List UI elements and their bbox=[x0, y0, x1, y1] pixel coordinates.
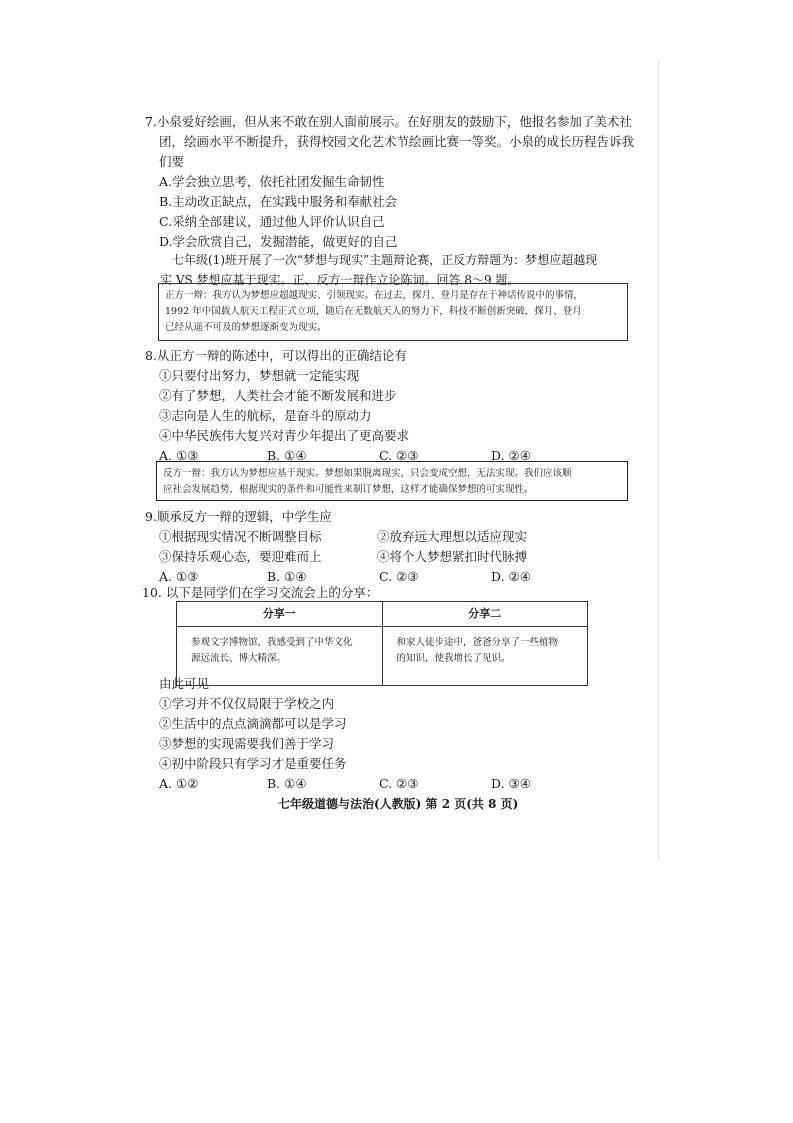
q10-item2: ②生活中的点点滴滴都可以是学习 bbox=[159, 716, 347, 731]
pro-box-line1: 正方一辩：我方认为梦想应超越现实、引领现实。在过去，探月、登月是存在于神话传说中的事情， bbox=[165, 290, 584, 301]
q10-lead: 由此可见 bbox=[159, 676, 210, 691]
q9-stem: 9.顺承反方一辩的逻辑，中学生应 bbox=[145, 509, 332, 524]
q10-option-c: C. ②③ bbox=[379, 776, 419, 791]
con-side-statement-box bbox=[156, 461, 628, 501]
question-10-body bbox=[159, 674, 629, 794]
q7-option-c: C.采纳全部建议，通过他人评价认识自己 bbox=[159, 214, 385, 229]
q8-option-d: D. ②④ bbox=[491, 448, 531, 463]
q8-item2: ②有了梦想，人类社会才能不断发展和进步 bbox=[159, 388, 397, 403]
q9-option-b: B. ①④ bbox=[267, 569, 307, 584]
pro-box-line3: 已经从遥不可及的梦想逐渐变为现实。 bbox=[165, 322, 327, 333]
q9-item4: ④将个人梦想紧扣时代脉搏 bbox=[377, 549, 528, 564]
question-7 bbox=[145, 112, 635, 252]
share-header-1: 分享一 bbox=[177, 602, 383, 627]
q8-option-c: C. ②③ bbox=[379, 448, 419, 463]
q8-item4: ④中华民族伟大复兴对青少年提出了更高要求 bbox=[159, 428, 410, 443]
q10-option-d: D. ③④ bbox=[491, 776, 531, 791]
q9-option-c: C. ②③ bbox=[379, 569, 419, 584]
q10-stem: 10. 以下是同学们在学习交流会上的分享： bbox=[142, 585, 379, 600]
q10-options bbox=[159, 774, 629, 794]
question-9 bbox=[145, 507, 625, 587]
q9-items-row2 bbox=[145, 547, 625, 567]
question-10-stem-wrap bbox=[142, 583, 622, 603]
q9-item3: ③保持乐观心态，要迎难而上 bbox=[159, 549, 322, 564]
q7-option-a: A.学会独立思考，依托社团发掘生命韧性 bbox=[159, 174, 385, 189]
q9-items-row1 bbox=[145, 527, 625, 547]
q7-option-b: B.主动改正缺点，在实践中服务和奉献社会 bbox=[159, 194, 398, 209]
intro-line1: 七年级(1)班开展了一次“梦想与现实”主题辩论赛，正反方辩题为：梦想应超越现 bbox=[172, 253, 598, 267]
q9-item2: ②放弃远大理想以适应现实 bbox=[377, 529, 528, 544]
question-8 bbox=[145, 346, 625, 466]
q7-stem-line3: 们要 bbox=[159, 154, 185, 169]
share-cell2-line1: 和家人徒步途中，爸爸分享了一些植物 bbox=[396, 637, 559, 648]
q9-item1: ①根据现实情况不断调整目标 bbox=[159, 529, 322, 544]
q7-stem-line1: 7.小泉爱好绘画，但从来不敢在别人面前展示。在好朋友的鼓励下，他报名参加了美术社 bbox=[145, 114, 632, 129]
share-cell1-line1: 参观文字博物馆，我感受到了中华文化 bbox=[191, 637, 353, 648]
q10-option-b: B. ①④ bbox=[267, 776, 307, 791]
q8-option-b: B. ①④ bbox=[267, 448, 307, 463]
q10-item1: ①学习并不仅仅局限于学校之内 bbox=[159, 696, 335, 711]
share-cell2-line2: 的知识，使我增长了见识。 bbox=[396, 653, 511, 664]
q9-option-d: D. ②④ bbox=[491, 569, 531, 584]
pro-box-line2: 1992 年中国载人航天工程正式立项，随后在无数航天人的努力下，科技不断创新突破，探月、登月 bbox=[165, 306, 582, 317]
q8-option-a: A. ①③ bbox=[159, 448, 199, 463]
q8-item3: ③志向是人生的航标，是奋斗的原动力 bbox=[159, 408, 372, 423]
intro-line2: 实 VS 梦想应基于现实。正、反方一辩作立论陈词。回答 8～9 题。 bbox=[160, 273, 520, 287]
con-box-line2: 应社会发展趋势，根据现实的条件和可能性来制订梦想，这样才能确保梦想的可实现性。 bbox=[163, 484, 534, 495]
q7-stem-line2: 团，绘画水平不断提升，获得校园文化艺术节绘画比赛一等奖。小泉的成长历程告诉我 bbox=[159, 134, 635, 149]
q10-item3: ③梦想的实现需要我们善于学习 bbox=[159, 736, 335, 751]
q8-item1: ①只要付出努力，梦想就一定能实现 bbox=[159, 368, 360, 383]
page-fold-line bbox=[658, 60, 659, 860]
q10-item4: ④初中阶段只有学习才是重要任务 bbox=[159, 756, 347, 771]
con-box-line1: 反方一辩：我方认为梦想应基于现实。梦想如果脱离现实，只会变成空想，无法实现。我们应该顺 bbox=[163, 468, 572, 479]
q10-option-a: A. ①② bbox=[159, 776, 199, 791]
q8-stem: 8.从正方一辩的陈述中，可以得出的正确结论有 bbox=[145, 348, 407, 363]
q9-option-a: A. ①③ bbox=[159, 569, 199, 584]
q7-option-d: D.学会欣赏自己，发掘潜能，做更好的自己 bbox=[159, 234, 398, 249]
page-footer: 七年级道德与法治(人教版) 第 2 页(共 8 页) bbox=[278, 797, 519, 811]
share-header-2: 分享二 bbox=[382, 602, 588, 627]
pro-side-statement-box bbox=[158, 283, 628, 341]
share-cell1-line2: 源远流长、博大精深。 bbox=[191, 653, 287, 664]
